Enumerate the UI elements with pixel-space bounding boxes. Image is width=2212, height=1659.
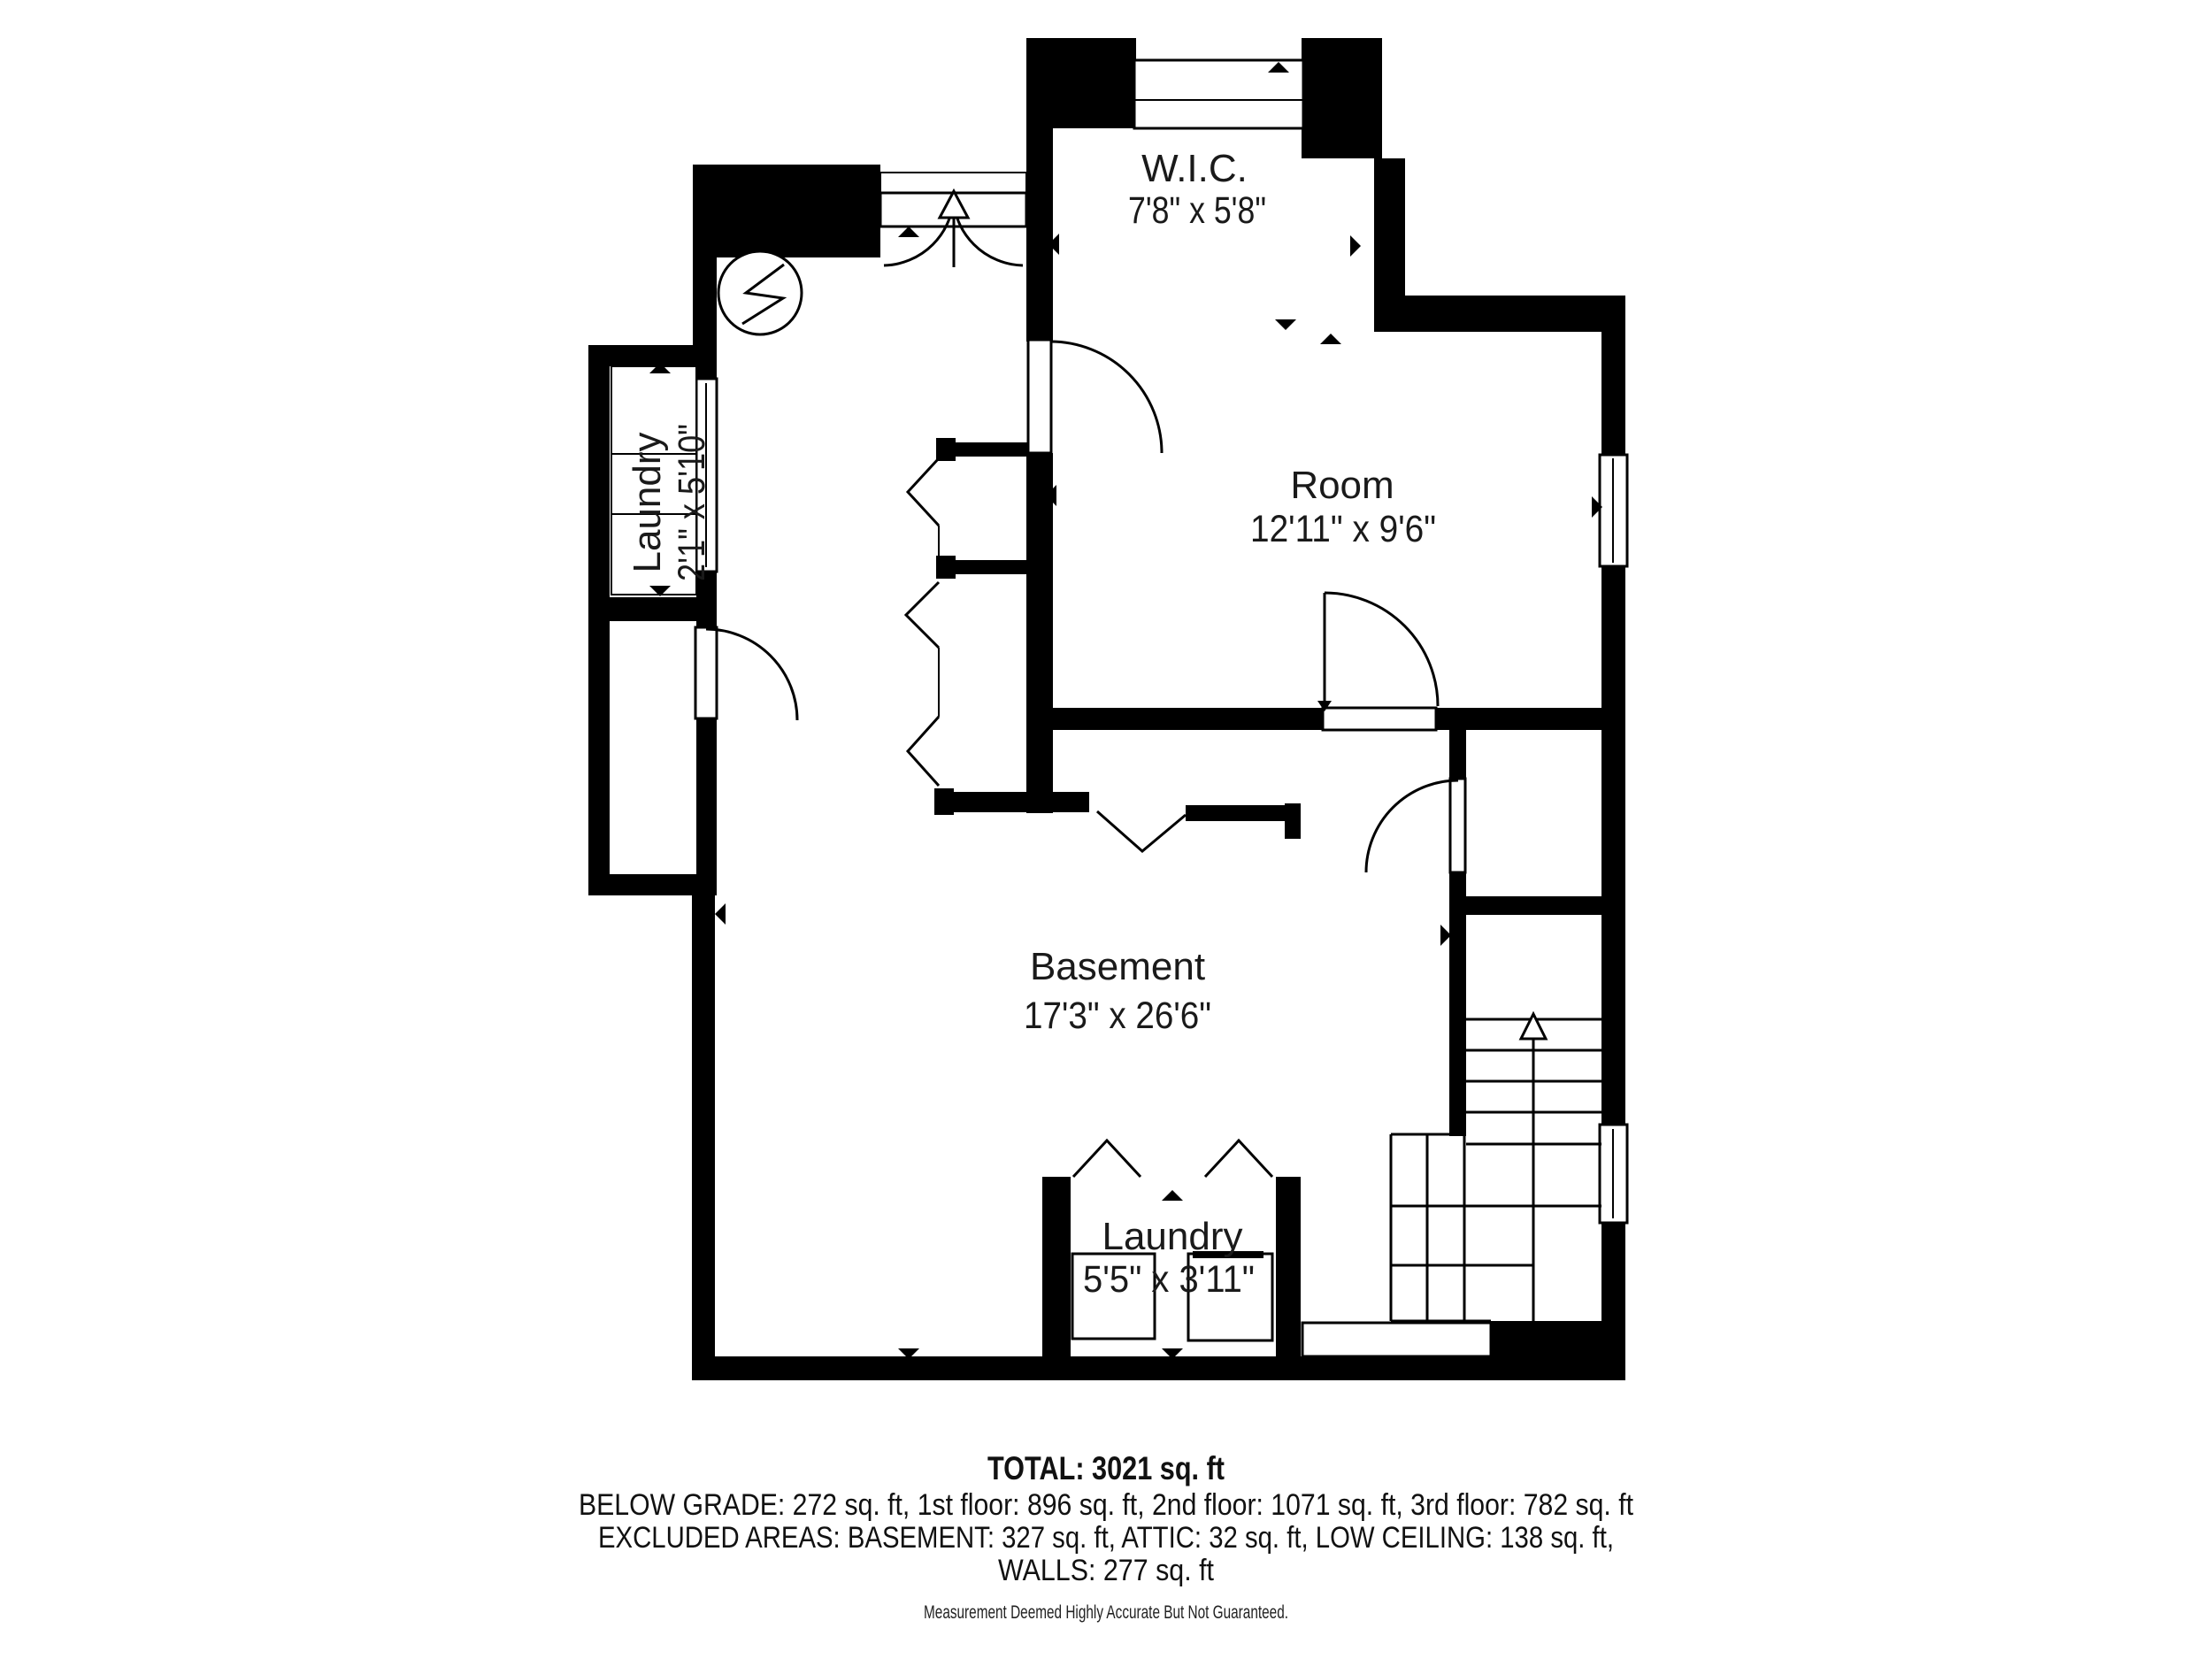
wall-segment [1491,1321,1625,1380]
electrical-panel-icon [718,251,802,334]
measure-arrow-up-icon [1162,1190,1183,1201]
wall-segment [692,1356,1493,1380]
wall-segment [588,597,717,621]
room-label-wic: W.I.C. [1141,147,1248,190]
wall-segment [952,442,1032,457]
room-label-laundry-bottom: Laundry [1102,1215,1243,1258]
measure-arrow-left-icon [715,903,726,925]
wall-segment [696,345,717,380]
wall-segment [952,560,1032,574]
door-room-bottom [1317,593,1438,730]
wall-segment [1449,896,1603,915]
wall-segment [696,718,717,895]
measure-arrow-right-icon [1350,235,1361,257]
chevron-opening-icon [1073,1141,1141,1177]
room-dims-basement: 17'3" x 26'6" [1024,995,1211,1037]
wall-segment [1436,708,1625,730]
wall-segment [1285,803,1301,839]
basement-floor-notch [1302,1323,1491,1356]
footer [579,1450,1633,1623]
chevron-opening-icon [1097,811,1186,851]
wall-segment [693,165,880,257]
wall-segment [934,788,954,815]
door-closet [1366,779,1465,872]
chevron-opening-icon [906,582,939,648]
wall-segment [1449,915,1466,1136]
room-dims-wic: 7'8" x 5'8" [1128,189,1266,232]
wall-segment [1026,453,1053,813]
footer-total: TOTAL: 3021 sq. ft [987,1450,1225,1486]
wall-segment [1186,805,1287,821]
door-hall-to-room [1028,340,1162,453]
footer-excluded: EXCLUDED AREAS: BASEMENT: 327 sq. ft, ATTIC: 32 sq. ft, LOW CEILING: 138 sq. ft, [598,1521,1614,1555]
wall-segment [1601,330,1625,460]
room-dims-room: 12'11" x 9'6" [1250,508,1436,550]
wall-segment [1374,296,1625,332]
staircase [1391,1014,1601,1321]
wall-segment [939,792,1089,812]
room-label-room: Room [1290,464,1394,507]
wall-segment [1449,730,1466,780]
wall-segment [1302,38,1382,158]
room-dims-laundry-bottom: 5'5" x 3'11" [1083,1258,1255,1301]
wall-segment [693,257,717,346]
measure-arrow-up-icon [1320,334,1341,344]
stair-arrow-head-icon [1521,1014,1546,1039]
wall-segment [1026,38,1053,342]
chevron-opening-icon [908,717,939,786]
chevron-opening-icon [908,458,939,526]
wall-segment [936,556,956,579]
walls [588,38,1625,1380]
room-label-basement: Basement [1029,945,1206,988]
wall-segment [692,894,715,1358]
footer-walls: WALLS: 277 sq. ft [998,1554,1215,1587]
wall-segment [1601,561,1625,1126]
door-laundry-lower [695,627,797,720]
wall-segment [936,438,956,461]
wall-segment [1050,708,1323,730]
chevron-opening-icon [1205,1141,1272,1177]
room-label-laundry-left: Laundry [626,432,669,573]
wall-segment [1601,1221,1625,1323]
window [1600,455,1627,566]
room-dims-laundry-left: 2'1" x 5'10" [671,394,713,581]
measure-arrow-up-icon [898,227,919,237]
window [1600,1125,1627,1223]
footer-disclaimer: Measurement Deemed Highly Accurate But Not Guaranteed. [924,1602,1288,1623]
measure-arrow-down-icon [1275,319,1296,330]
footer-floors: BELOW GRADE: 272 sq. ft, 1st floor: 896 sq. ft, 2nd floor: 1071 sq. ft, 3rd floor: 782 sq. ft [579,1488,1634,1522]
wall-segment [1449,872,1466,898]
double-door [880,173,1026,267]
